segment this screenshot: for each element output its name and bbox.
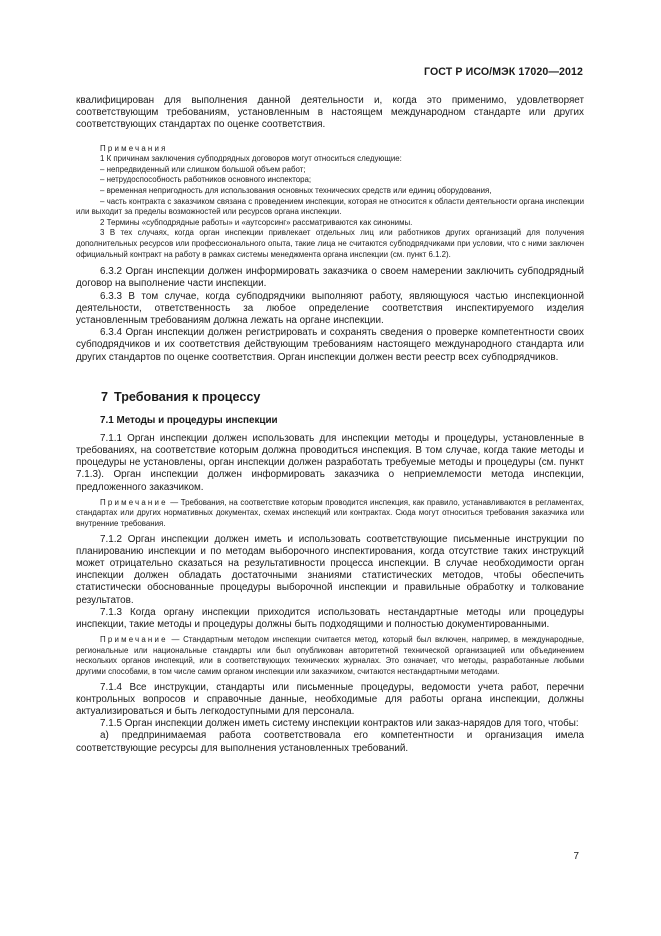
note-1: 1 К причинам заключения субподрядных договоров могут относиться следующие: bbox=[100, 154, 402, 164]
clause-6-3-3: 6.3.3 В том случае, когда субподрядчики выполняют работу, являющуюся частью инспекционной деятельности, ответственность за любое определение соответствия инспектируемого изделия установленным требованиям должна лежать на органе инспекции. bbox=[76, 290, 584, 326]
clause-6-3-2: 6.3.2 Орган инспекции должен информировать заказчика о своем намерении заключить субподрядный договор на выполнение части инспекции. bbox=[76, 266, 584, 290]
note-label: Примечание bbox=[100, 497, 168, 507]
note-3: 3 В тех случаях, когда орган инспекции привлекает отдельных лиц или работников других организаций для получения дополнительных ресурсов или профессионального опыта, такие лица не считаются субподрядчиками при условии, что с ними заключен официальный контракт на работу в рамках системы менеджмента органа инспекции (см. пункт 6.1.2). bbox=[76, 228, 584, 259]
note-7-1-3 bbox=[76, 635, 584, 677]
note-text: — Требования, на соответствие которым проводится инспекция, как правило, устанавливаются в регламентах, стандартах или других нормативных документах, схемах инспекций или контрактах. Сюда могут относиться требования заказчика или внутренние требования. bbox=[76, 497, 584, 528]
clause-7-1-1: 7.1.1 Орган инспекции должен использовать для инспекции методы и процедуры, установленные в требованиях, на соответствие которым должна проводиться инспекция. В том случае, когда такие методы и процедуры не установлены, орган инспекции должен разработать требуемые методы и процедуры (см. пункт 7.1.3). Орган инспекции должен информировать заказчика о неприемлемости метода инспекции, предложенного заказчиком. bbox=[76, 432, 584, 493]
clause-7-1-4: 7.1.4 Все инструкции, стандарты или письменные процедуры, ведомости учета работ, перечни контрольных вопросов и справочные данные, необходимые для работы органа инспекции, должны актуализироваться и быть легкодоступными для персонала. bbox=[76, 681, 584, 717]
clause-6-3-4: 6.3.4 Орган инспекции должен регистрировать и сохранять сведения о проверке компетентности своих субподрядчиков и их соответствия действующим требованиям настоящего международного стандарта или других стандартов по оценке соответствия. Орган инспекции должен вести реестр всех субподрядчиков. bbox=[76, 327, 584, 363]
note-2: 2 Термины «субподрядные работы» и «аутсорсинг» рассматриваются как синонимы. bbox=[100, 217, 413, 227]
clause-7-1-3: 7.1.3 Когда органу инспекции приходится использовать нестандартные методы или процедуры инспекции, такие методы и процедуры должны быть подходящими и полностью документированными. bbox=[76, 606, 584, 630]
note-1-bullet: – нетрудоспособность работников основного инспектора; bbox=[100, 175, 312, 185]
notes-heading: Примечания bbox=[100, 143, 168, 153]
intro-paragraph: квалифицирован для выполнения данной деятельности и, когда это применимо, удовлетворяет соответствующим требованиям, установленным в настоящем международном стандарте или других соответствующих стандартах по оценке соответствия. bbox=[76, 95, 584, 131]
page-content bbox=[76, 95, 584, 755]
section-7-heading bbox=[76, 390, 584, 404]
note-text: — Стандартным методом инспекции считается метод, который был включен, например, в международные, региональные или национальные стандарты или был опубликован авторитетной технической организацией или объединением нескольких органов инспекций, или в соответствующих технических журналах. Это означает, что методы, разработанные любыми другими способами, в том числе самим органом инспекции или заказчиком, считаются нестандартными методами. bbox=[76, 635, 584, 676]
section-number: 7 bbox=[101, 389, 109, 404]
clause-7-1-5-item-a: а) предпринимаемая работа соответствовала его компетентности и организация имела соответствующие ресурсы для выполнения установленных требований. bbox=[76, 730, 584, 754]
standard-header: ГОСТ Р ИСО/МЭК 17020—2012 bbox=[424, 66, 583, 78]
note-1-bullet: – временная непригодность для использования основных технических средств или единиц оборудования, bbox=[100, 185, 492, 195]
note-label: Примечание bbox=[100, 635, 168, 645]
note-1-bullet: – непредвиденный или слишком большой объем работ; bbox=[100, 164, 306, 174]
note-7-1-1 bbox=[76, 498, 584, 530]
subsection-7-1-heading: 7.1 Методы и процедуры инспекции bbox=[100, 414, 278, 426]
page-number: 7 bbox=[573, 851, 579, 862]
clause-7-1-2: 7.1.2 Орган инспекции должен иметь и использовать соответствующие письменные инструкции по планированию инспекции и по методам выборочного инспектирования, когда отсутствие таких инструкций может отрицательно сказаться на результативности процесса инспекции. В случае необходимости орган инспекции должен обладать достаточными знаниями статистических методов, чтобы обеспечить статистически обоснованные процедуры выборочной инспекции и правильные обработку и толкование результатов. bbox=[76, 533, 584, 606]
note-1-bullet: – часть контракта с заказчиком связана с проведением инспекции, которая не относится к области деятельности органа инспекции или выходит за пределы возможностей или ресурсов органа инспекции. bbox=[76, 196, 584, 217]
section-title: Требования к процессу bbox=[114, 389, 261, 404]
clause-7-1-5: 7.1.5 Орган инспекции должен иметь систему инспекции контрактов или заказ-нарядов для того, чтобы: bbox=[100, 718, 579, 730]
